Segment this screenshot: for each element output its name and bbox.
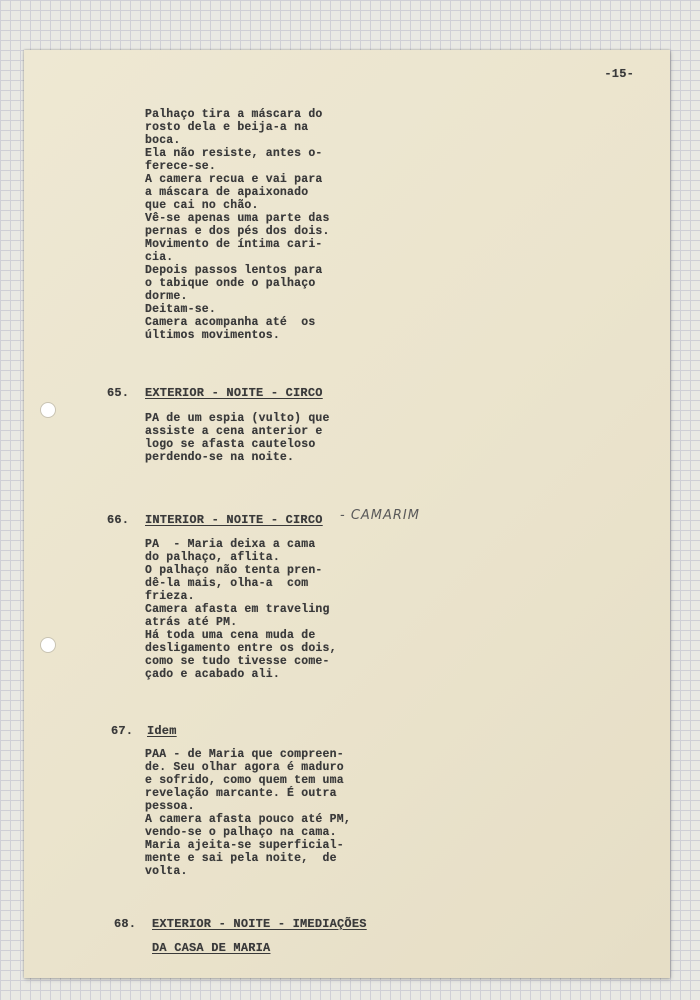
text-line: assiste a cena anterior e	[145, 425, 323, 438]
text-line: A camera recua e vai para	[145, 173, 323, 186]
text-line: pessoa.	[145, 800, 195, 813]
text-line: do palhaço, aflita.	[145, 551, 280, 564]
text-line: A camera afasta pouco até PM,	[145, 813, 351, 826]
text-line: cia.	[145, 251, 174, 264]
text-line: e sofrido, como quem tem uma	[145, 774, 344, 787]
text-line: Camera afasta em traveling	[145, 603, 330, 616]
punch-hole	[40, 402, 56, 418]
text-line: últimos movimentos.	[145, 329, 280, 342]
text-line: Palhaço tira a máscara do	[145, 108, 323, 121]
text-line: Ela não resiste, antes o-	[145, 147, 323, 160]
text-line: como se tudo tivesse come-	[145, 655, 330, 668]
text-line: Depois passos lentos para	[145, 264, 323, 277]
opening-text	[145, 108, 330, 342]
scene-number: 65.	[107, 386, 130, 400]
scene-number: 68.	[114, 917, 137, 931]
text-line: o tabique onde o palhaço	[145, 277, 316, 290]
text-line: PA - Maria deixa a cama	[145, 538, 316, 551]
scene-text	[145, 412, 330, 464]
text-line: rosto dela e beija-a na	[145, 121, 309, 134]
page-number: -15-	[604, 67, 634, 81]
scene-text	[145, 538, 337, 681]
text-line: atrás até PM.	[145, 616, 238, 629]
scene-number: 67.	[111, 724, 134, 738]
text-line: PAA - de Maria que compreen-	[145, 748, 344, 761]
text-line: Movimento de íntima cari-	[145, 238, 323, 251]
text-line: pernas e dos pés dos dois.	[145, 225, 330, 238]
text-line: Maria ajeita-se superficial-	[145, 839, 344, 852]
text-line: Vê-se apenas uma parte das	[145, 212, 330, 225]
text-line: boca.	[145, 134, 181, 147]
text-line: dorme.	[145, 290, 188, 303]
text-line: logo se afasta cauteloso	[145, 438, 316, 451]
scene-heading-continued: DA CASA DE MARIA	[152, 941, 271, 955]
text-line: vendo-se o palhaço na cama.	[145, 826, 337, 839]
scene-heading: EXTERIOR - NOITE - IMEDIAÇÕES	[152, 917, 367, 931]
scene-heading: Idem	[147, 724, 177, 738]
text-line: ferece-se.	[145, 160, 217, 173]
text-line: Camera acompanha até os	[145, 316, 316, 329]
text-line: volta.	[145, 865, 188, 878]
text-line: Há toda uma cena muda de	[145, 629, 316, 642]
text-line: desligamento entre os dois,	[145, 642, 337, 655]
scene-heading: EXTERIOR - NOITE - CIRCO	[145, 386, 323, 400]
typescript-page	[24, 50, 670, 978]
text-line: a máscara de apaixonado	[145, 186, 309, 199]
scene-heading: INTERIOR - NOITE - CIRCO	[145, 513, 323, 527]
text-line: revelação marcante. É outra	[145, 787, 337, 800]
punch-hole	[40, 637, 56, 653]
text-line: çado e acabado ali.	[145, 668, 280, 681]
text-line: que cai no chão.	[145, 199, 259, 212]
text-line: frieza.	[145, 590, 195, 603]
text-line: perdendo-se na noite.	[145, 451, 295, 464]
text-line: mente e sai pela noite, de	[145, 852, 337, 865]
scene-text	[145, 748, 351, 878]
text-line: PA de um espia (vulto) que	[145, 412, 330, 425]
handwritten-annotation: - CAMARIM	[340, 508, 420, 523]
text-line: de. Seu olhar agora é maduro	[145, 761, 344, 774]
scene-number: 66.	[107, 513, 130, 527]
text-line: Deitam-se.	[145, 303, 217, 316]
text-line: dê-la mais, olha-a com	[145, 577, 309, 590]
text-line: O palhaço não tenta pren-	[145, 564, 323, 577]
